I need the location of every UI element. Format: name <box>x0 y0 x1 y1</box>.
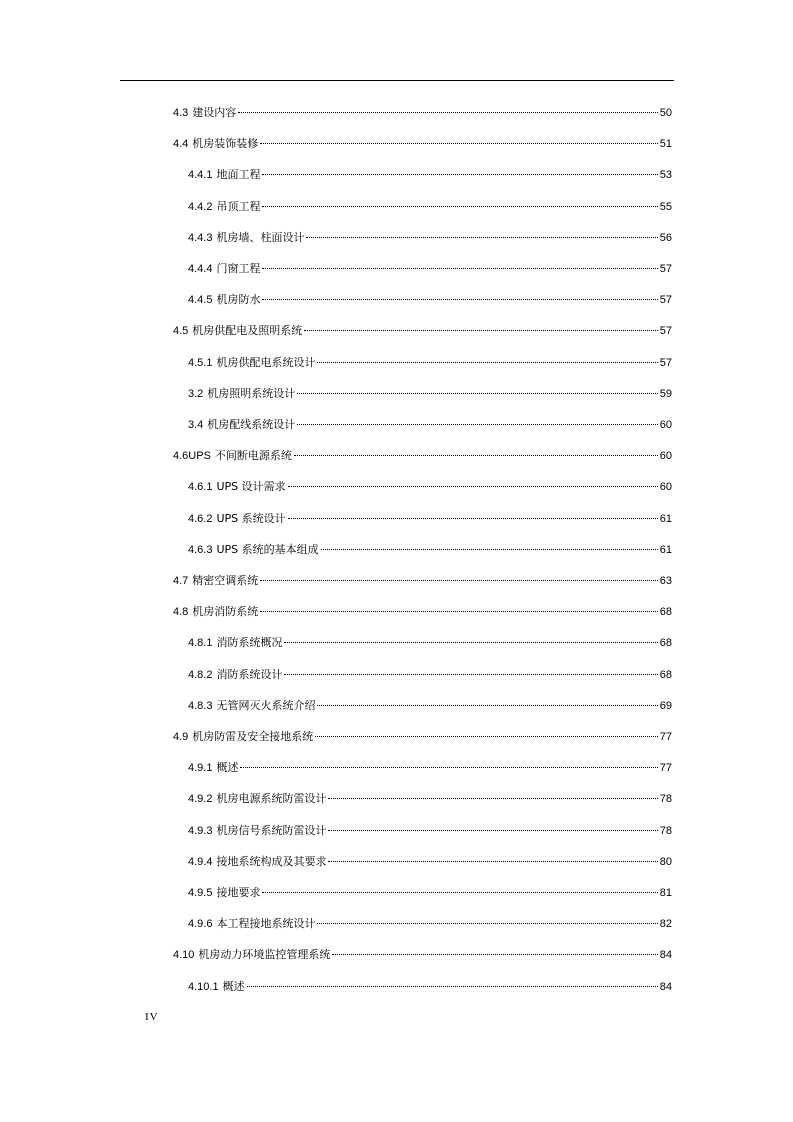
toc-entry-title: 不间断电源系统 <box>214 449 292 463</box>
toc-entry[interactable] <box>188 883 672 903</box>
toc-entry[interactable] <box>188 353 672 373</box>
toc-entry[interactable] <box>173 446 672 466</box>
toc-entry-page: 78 <box>659 824 672 837</box>
toc-entry[interactable] <box>188 914 672 934</box>
toc-entry-title: 精密空调系统 <box>192 574 259 587</box>
toc-entry[interactable] <box>188 259 672 279</box>
toc-entry-number: 4.4.1 <box>188 169 213 182</box>
toc-entry-page: 84 <box>659 980 672 993</box>
toc-entry-page: 84 <box>659 949 672 962</box>
page-number: IV <box>145 1011 159 1023</box>
toc-entry-page: 80 <box>659 855 672 868</box>
toc-dot-leader <box>304 330 657 331</box>
toc-dot-leader <box>288 486 658 487</box>
toc-entry-number: 4.6UPS <box>173 450 211 463</box>
toc-entry-number: 4.4.5 <box>188 294 213 307</box>
toc-entry-title: 无管网灭火系统介绍 <box>216 698 316 712</box>
toc-dot-leader <box>328 830 657 831</box>
toc-dot-leader <box>240 767 657 768</box>
toc-entry-page: 60 <box>659 450 672 463</box>
toc-entry-title: UPS 设计需求 <box>216 480 286 494</box>
toc-entry[interactable] <box>173 602 672 622</box>
toc-entry-title: 消防系统设计 <box>216 667 283 681</box>
toc-entry-page: 55 <box>659 200 672 213</box>
toc-entry-number: 3.4 <box>188 419 204 431</box>
toc-entry-page: 82 <box>659 918 672 931</box>
toc-entry[interactable] <box>173 571 672 591</box>
toc-entry-page: 57 <box>659 325 672 338</box>
toc-entry-page: 68 <box>659 668 672 681</box>
toc-entry[interactable] <box>188 821 672 841</box>
toc-entry[interactable] <box>188 509 672 529</box>
toc-entry-number: 4.8 <box>173 606 189 619</box>
toc-entry[interactable] <box>188 165 672 185</box>
toc-entry-title: 机房供配电系统设计 <box>216 355 316 369</box>
toc-entry-page: 61 <box>659 512 672 525</box>
toc-dot-leader <box>294 455 658 456</box>
toc-entry-number: 4.10 <box>173 949 195 962</box>
toc-entry-title: 本工程接地系统设计 <box>216 917 316 931</box>
toc-entry-number: 4.7 <box>173 575 189 587</box>
toc-entry[interactable] <box>173 103 672 123</box>
toc-entry-page: 50 <box>659 107 672 119</box>
toc-entry-page: 77 <box>659 762 672 775</box>
toc-entry-title: 吊顶工程 <box>216 199 261 213</box>
toc-entry-number: 4.5.1 <box>188 356 213 369</box>
toc-entry-title: 概述 <box>216 761 239 775</box>
toc-dot-leader <box>297 424 657 425</box>
toc-entry-page: 78 <box>659 793 672 806</box>
toc-entry-page: 57 <box>659 263 672 275</box>
toc-entry-page: 53 <box>659 169 672 182</box>
toc-entry[interactable] <box>173 134 672 154</box>
toc-entry-page: 63 <box>659 575 672 587</box>
toc-entry-title: 门窗工程 <box>216 262 261 275</box>
toc-entry[interactable] <box>188 384 672 404</box>
toc-entry-title: 接地要求 <box>216 886 261 899</box>
toc-entry-title: 机房配线系统设计 <box>207 418 296 431</box>
toc-entry[interactable] <box>173 727 672 747</box>
toc-entry-page: 60 <box>659 419 672 431</box>
toc-dot-leader <box>328 861 657 862</box>
toc-dot-leader <box>321 549 658 550</box>
toc-dot-leader <box>332 954 657 955</box>
toc-entry-number: 4.9 <box>173 731 189 743</box>
toc-entry-page: 57 <box>659 356 672 369</box>
toc-dot-leader <box>317 705 657 706</box>
toc-entry-title: 消防系统概况 <box>216 636 283 650</box>
toc-dot-leader <box>260 611 657 612</box>
toc-entry-page: 51 <box>659 138 672 151</box>
toc-entry-number: 4.9.2 <box>188 793 213 806</box>
toc-entry-page: 68 <box>659 606 672 619</box>
toc-entry[interactable] <box>188 665 672 685</box>
toc-dot-leader <box>262 299 657 300</box>
toc-entry[interactable] <box>188 477 672 497</box>
toc-entry-number: 4.9.6 <box>188 918 213 931</box>
toc-entry-number: 4.6.3 <box>188 543 213 556</box>
toc-entry[interactable] <box>188 540 672 560</box>
toc-entry[interactable] <box>173 321 672 341</box>
toc-entry-title: 机房装饰装修 <box>192 137 259 151</box>
toc-entry-page: 61 <box>659 543 672 556</box>
toc-entry-page: 60 <box>659 481 672 494</box>
toc-entry-title: 机房电源系统防雷设计 <box>216 792 327 806</box>
toc-entry-number: 4.4.3 <box>188 231 213 244</box>
toc-entry-number: 4.8.3 <box>188 699 213 712</box>
toc-entry-page: 56 <box>659 231 672 244</box>
toc-entry-title: 建设内容 <box>192 106 237 119</box>
toc-dot-leader <box>262 268 657 269</box>
toc-entry-number: 4.4.2 <box>188 200 213 213</box>
toc-dot-leader <box>262 174 657 175</box>
toc-entry-page: 81 <box>659 887 672 899</box>
toc-dot-leader <box>306 237 657 238</box>
toc-entry-number: 4.8.1 <box>188 637 213 650</box>
toc-entry-page: 59 <box>659 387 672 400</box>
toc-entry[interactable] <box>188 197 672 217</box>
toc-entry-page: 57 <box>659 294 672 307</box>
toc-entry-number: 4.10.1 <box>188 980 219 993</box>
toc-entry-title: 接地系统构成及其要求 <box>216 854 327 868</box>
toc-entry[interactable] <box>188 758 672 778</box>
toc-entry[interactable] <box>188 977 672 997</box>
toc-dot-leader <box>284 642 657 643</box>
toc-entry-title: 机房防水 <box>216 293 261 307</box>
toc-entry[interactable] <box>188 228 672 248</box>
toc-entry-title: 机房供配电及照明系统 <box>192 324 303 338</box>
toc-entry-number: 4.9.5 <box>188 887 213 899</box>
toc-dot-leader <box>260 580 657 581</box>
toc-entry-number: 4.9.3 <box>188 824 213 837</box>
toc-entry[interactable] <box>188 852 672 872</box>
toc-entry[interactable] <box>188 696 672 716</box>
toc-dot-leader <box>315 736 657 737</box>
toc-entry-number: 4.9.1 <box>188 762 213 775</box>
toc-entry-title: 机房消防系统 <box>192 605 259 619</box>
toc-entry-page: 69 <box>659 699 672 712</box>
toc-entry-number: 4.5 <box>173 325 189 338</box>
toc-dot-leader <box>297 393 657 394</box>
toc-dot-leader <box>262 206 657 207</box>
toc-entry-number: 4.4 <box>173 138 189 151</box>
toc-entry-page: 77 <box>659 731 672 743</box>
toc-entry[interactable] <box>188 789 672 809</box>
toc-entry[interactable] <box>173 945 672 965</box>
toc-dot-leader <box>247 986 658 987</box>
header-rule <box>120 80 674 81</box>
toc-entry-title: UPS 系统的基本组成 <box>216 542 319 556</box>
toc-entry-number: 4.4.4 <box>188 263 213 275</box>
toc-entry-number: 4.6.2 <box>188 512 213 525</box>
toc-entry-number: 4.3 <box>173 107 189 119</box>
toc-entry-number: 4.8.2 <box>188 668 213 681</box>
toc-entry-title: UPS 系统设计 <box>216 511 286 525</box>
toc-dot-leader <box>260 143 657 144</box>
toc-dot-leader <box>288 518 658 519</box>
toc-entry-title: 机房动力环境监控管理系统 <box>198 948 331 962</box>
toc-entry[interactable] <box>188 290 672 310</box>
toc-dot-leader <box>284 674 657 675</box>
toc-entry-number: 4.6.1 <box>188 481 213 494</box>
toc-entry-title: 概述 <box>222 979 245 993</box>
toc-dot-leader <box>238 112 657 113</box>
toc-entry-page: 68 <box>659 637 672 650</box>
toc-entry-number: 3.2 <box>188 387 204 400</box>
toc-entry[interactable] <box>188 633 672 653</box>
toc-entry-title: 机房照明系统设计 <box>207 386 296 400</box>
toc-entry-number: 4.9.4 <box>188 855 213 868</box>
toc-entry-title: 机房防雷及安全接地系统 <box>192 730 314 743</box>
toc-entry-title: 机房信号系统防雷设计 <box>216 823 327 837</box>
toc-entry[interactable] <box>188 415 672 435</box>
toc-dot-leader <box>317 362 657 363</box>
toc-dot-leader <box>317 923 657 924</box>
toc-dot-leader <box>328 798 657 799</box>
toc-dot-leader <box>262 892 657 893</box>
toc-entry-title: 机房墙、柱面设计 <box>216 230 305 244</box>
toc-entry-title: 地面工程 <box>216 168 261 182</box>
